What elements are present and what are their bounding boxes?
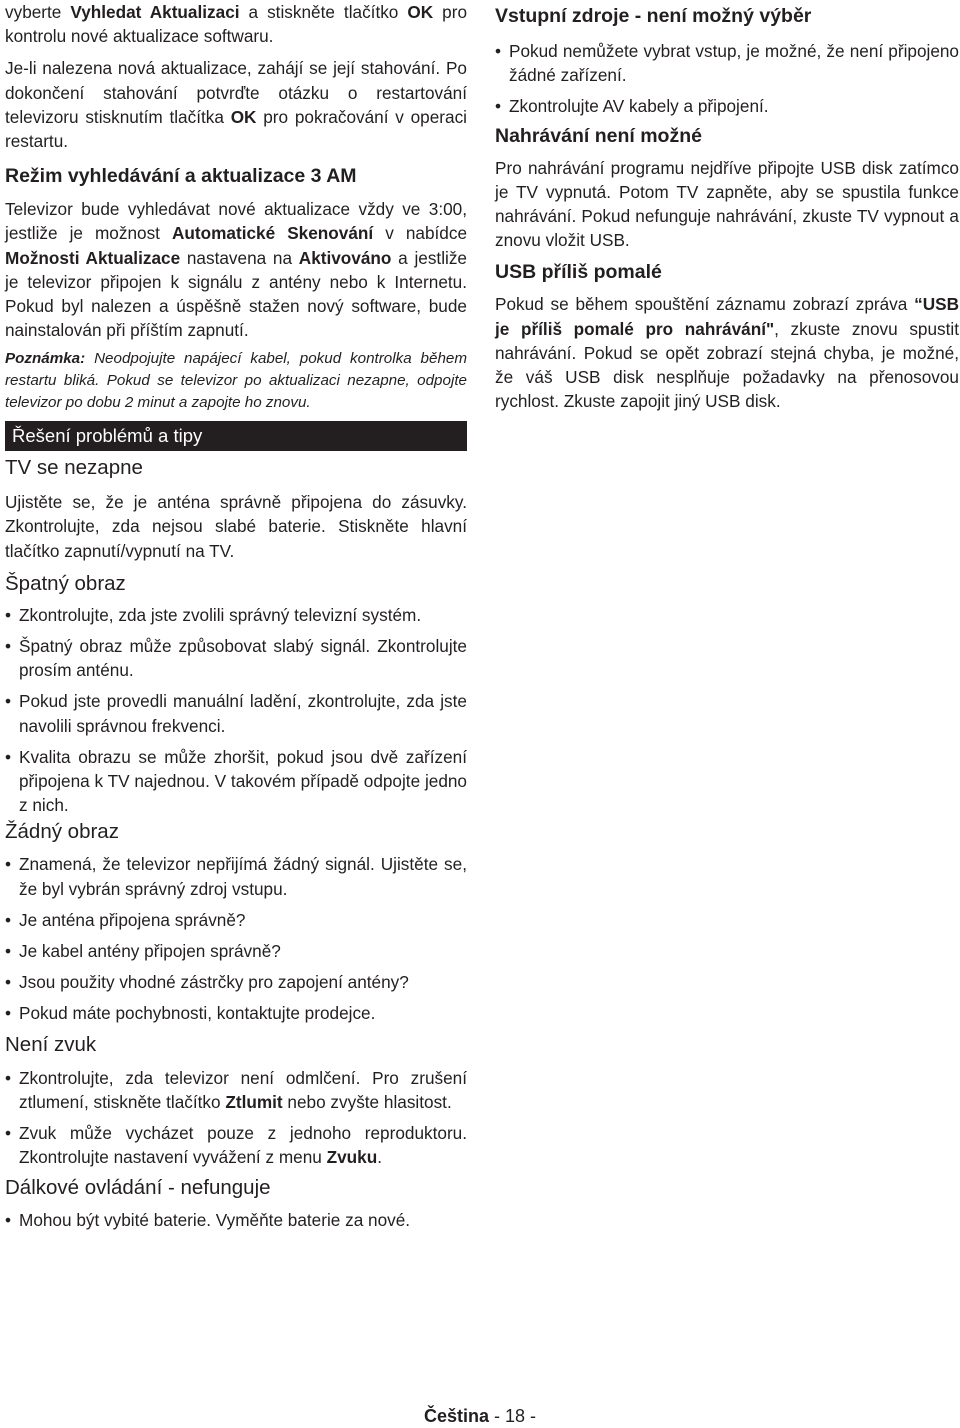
footer-language: Čeština <box>423 1406 489 1426</box>
intro-paragraph-1: vyberte Vyhledat Aktualizaci a stiskněte tlačítko OK pro kontrolu nové aktualizace softwaru. <box>5 2 467 47</box>
heading-input-source: Vstupní zdroje - není možný výběr <box>495 5 812 27</box>
list-item: • Kvalita obrazu se může zhoršit, pokud jsou dvě zařízení připojena k TV najednou. V takovém případě odpojte jedno z nich. <box>5 745 467 818</box>
left-column <box>5 0 467 1233</box>
list-no-picture <box>5 852 467 1025</box>
list-item: • Pokud nemůžete vybrat vstup, je možné, že není připojeno žádné zařízení. <box>495 39 959 87</box>
list-item: • Zkontrolujte, zda jste zvolili správný televizní systém. <box>5 603 467 627</box>
heading-no-sound: Není zvuk <box>5 1032 97 1056</box>
list-item: • Znamená, že televizor nepřijímá žádný signál. Ujistěte se, že byl vybrán správný zdroj vstupu. <box>5 852 467 900</box>
list-item: • Jsou použity vhodné zástrčky pro zapojení antény? <box>5 970 467 994</box>
heading-remote: Dálkové ovládání - nefunguje <box>5 1176 271 1200</box>
note-paragraph: Poznámka: Neodpojujte napájecí kabel, pokud kontrolka během restartu bliká. Pokud se televizor po aktualizaci nezapne, odpojte televizor po dobu 2 minut a zapojte ho znovu. <box>5 350 467 411</box>
paragraph-tv-off: Ujistěte se, že je anténa správně připojena do zásuvky. Zkontrolujte, zda nejsou slabé baterie. Stiskněte hlavní tlačítko zapnutí/vypnutí na TV. <box>5 492 467 561</box>
list-item: • Zkontrolujte AV kabely a připojení. <box>495 94 959 118</box>
section-bar-troubleshooting: Řešení problémů a tipy <box>5 421 467 451</box>
heading-usb-slow: USB příliš pomalé <box>495 261 662 284</box>
intro-paragraph-2: Je-li nalezena nová aktualizace, zahájí se její stahování. Po dokončení stahování potvrďte otázku o restartování televizoru stisknutím tlačítka OK pro pokračování v operaci restartu. <box>5 58 467 152</box>
heading-recording: Nahrávání není možné <box>495 124 702 147</box>
list-remote <box>5 1208 467 1232</box>
section-title-3am: Režim vyhledávání a aktualizace 3 AM <box>5 165 357 188</box>
list-item: • Pokud máte pochybnosti, kontaktujte prodejce. <box>5 1001 467 1025</box>
heading-tv-off: TV se nezapne <box>5 456 143 480</box>
section-paragraph-3am: Televizor bude vyhledávat nové aktualizace vždy ve 3:00, jestliže je možnost Automatické Skenování v nabídce Možnosti Aktualizace nastavena na Aktivováno a jestliže je televizor připojen k signálu z antény nebo k Internetu. Pokud byl nalezen a úspěšně stažen nový software, bude nainstalován při příštím zapnutí. <box>5 199 468 341</box>
list-no-sound <box>5 1066 467 1170</box>
list-item: • Pokud jste provedli manuální ladění, zkontrolujte, zda jste navolili správnou frekvenci. <box>5 689 467 737</box>
paragraph-recording: Pro nahrávání programu nejdříve připojte USB disk zatímco je TV vypnutá. Potom TV zapněte, aby se spustila funkce nahrávání. Pokud nefunguje nahrávání, zkuste TV vypnout a znovu vložit USB. <box>495 157 959 251</box>
footer-page-number: - 18 - <box>489 1406 537 1426</box>
list-item: • Špatný obraz může způsobovat slabý signál. Zkontrolujte prosím anténu. <box>5 634 467 682</box>
list-item: • Zkontrolujte, zda televizor není odmlčení. Pro zrušení ztlumení, stiskněte tlačítko Ztlumit nebo zvyšte hlasitost. <box>5 1066 467 1114</box>
list-bad-picture <box>5 603 467 818</box>
page-footer <box>0 1404 960 1428</box>
list-item: • Zvuk může vycházet pouze z jednoho reproduktoru. Zkontrolujte nastavení vyvážení z menu Zvuku. <box>5 1121 467 1169</box>
right-column <box>495 0 959 413</box>
heading-bad-picture: Špatný obraz <box>5 571 126 595</box>
heading-no-picture: Žádný obraz <box>5 820 119 844</box>
list-item: • Mohou být vybité baterie. Vyměňte baterie za nové. <box>5 1208 467 1232</box>
list-input-source <box>495 39 959 119</box>
paragraph-usb-slow: Pokud se během spouštění záznamu zobrazí zpráva “USB je příliš pomalé pro nahrávání", zkuste znovu spustit nahrávání. Pokud se opět zobrazí stejná chyba, je možné, že váš USB disk nesplňuje požadavky na přenosovou rychlost. Zkuste zapojit jiný USB disk. <box>495 294 959 412</box>
list-item: • Je anténa připojena správně? <box>5 908 467 932</box>
list-item: • Je kabel antény připojen správně? <box>5 939 467 963</box>
